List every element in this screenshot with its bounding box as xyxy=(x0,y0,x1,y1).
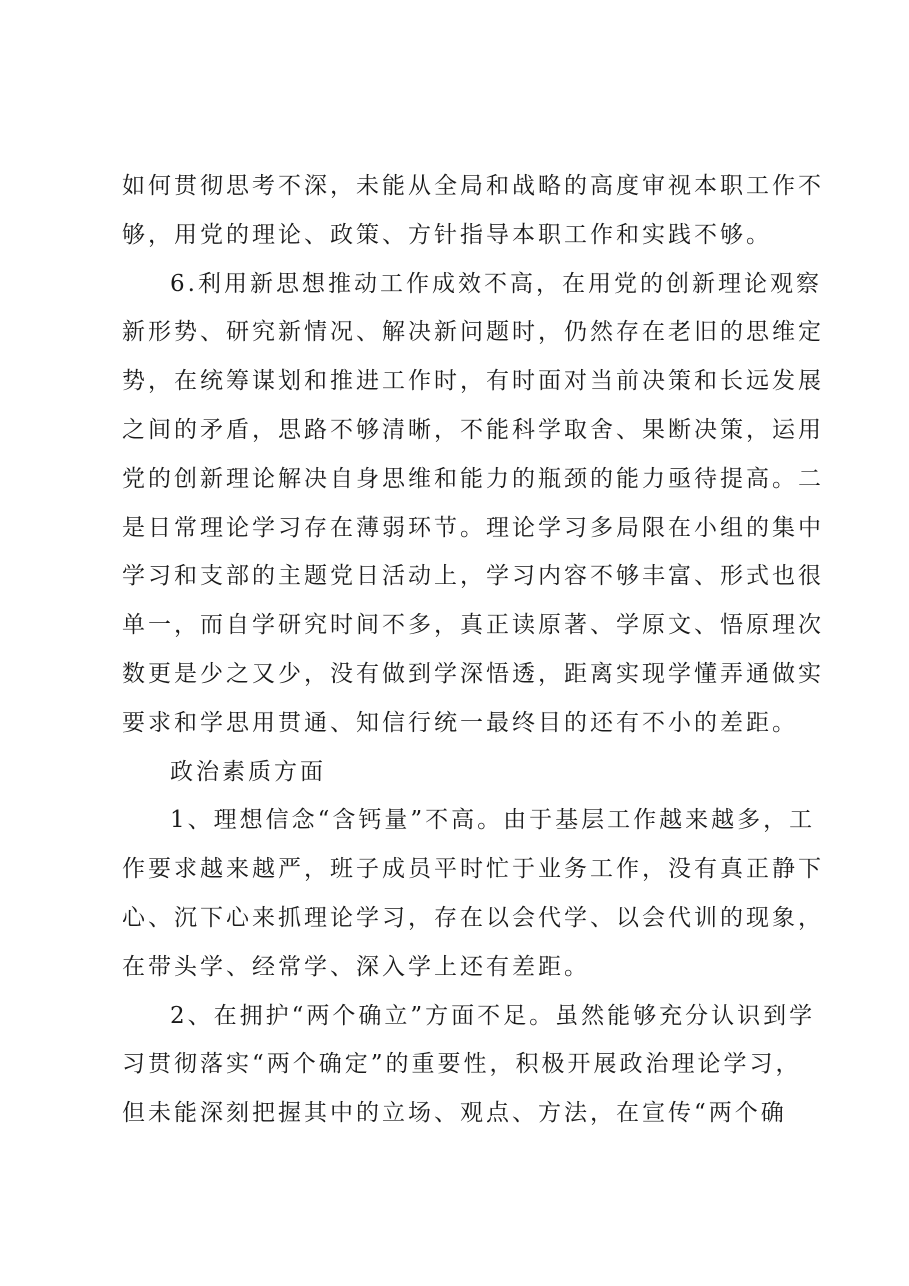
text-line: 要求和学思用贯通、知信行统一最终目的还有不小的差距。 xyxy=(122,709,798,736)
text-line: 是日常理论学习存在薄弱环节。理论学习多局限在小组的集中 xyxy=(122,514,824,541)
text-line: 学习和支部的主题党日活动上，学习内容不够丰富、形式也很 xyxy=(122,563,824,590)
text-line: 势，在统筹谋划和推进工作时，有时面对当前决策和长远发展 xyxy=(122,368,824,395)
text-line: 之间的矛盾，思路不够清晰，不能科学取舍、果断决策，运用 xyxy=(122,416,824,443)
paragraph-start-line: 6.利用新思想推动工作成效不高，在用党的创新理论观察 xyxy=(170,270,822,297)
paragraph-start-line: 1、理想信念“含钙量”不高。由于基层工作越来越多，工 xyxy=(170,807,816,834)
section-heading: 政治素质方面 xyxy=(170,758,326,785)
text-line: 够，用党的理论、政策、方针指导本职工作和实践不够。 xyxy=(122,221,772,248)
text-line: 单一，而自学研究时间不多，真正读原著、学原文、悟原理次 xyxy=(122,612,824,639)
body-text xyxy=(122,162,824,1138)
text-line: 新形势、研究新情况、解决新问题时，仍然存在老旧的思维定 xyxy=(122,319,824,346)
text-line: 数更是少之又少，没有做到学深悟透，距离实现学懂弄通做实 xyxy=(122,660,824,687)
text-line: 但未能深刻把握其中的立场、观点、方法，在宣传“两个确 xyxy=(122,1100,787,1127)
text-line: 习贯彻落实“两个确定”的重要性，积极开展政治理论学习， xyxy=(122,1051,802,1078)
text-line: 党的创新理论解决自身思维和能力的瓶颈的能力亟待提高。二 xyxy=(122,465,824,492)
paragraph-start-line: 2、在拥护“两个确立”方面不足。虽然能够充分认识到学 xyxy=(170,1002,816,1029)
text-line: 心、沉下心来抓理论学习，存在以会代学、以会代训的现象， xyxy=(122,904,824,931)
text-line: 作要求越来越严，班子成员平时忙于业务工作，没有真正静下 xyxy=(122,856,824,883)
text-line: 在带头学、经常学、深入学上还有差距。 xyxy=(122,953,590,980)
text-line: 如何贯彻思考不深，未能从全局和战略的高度审视本职工作不 xyxy=(122,173,824,199)
